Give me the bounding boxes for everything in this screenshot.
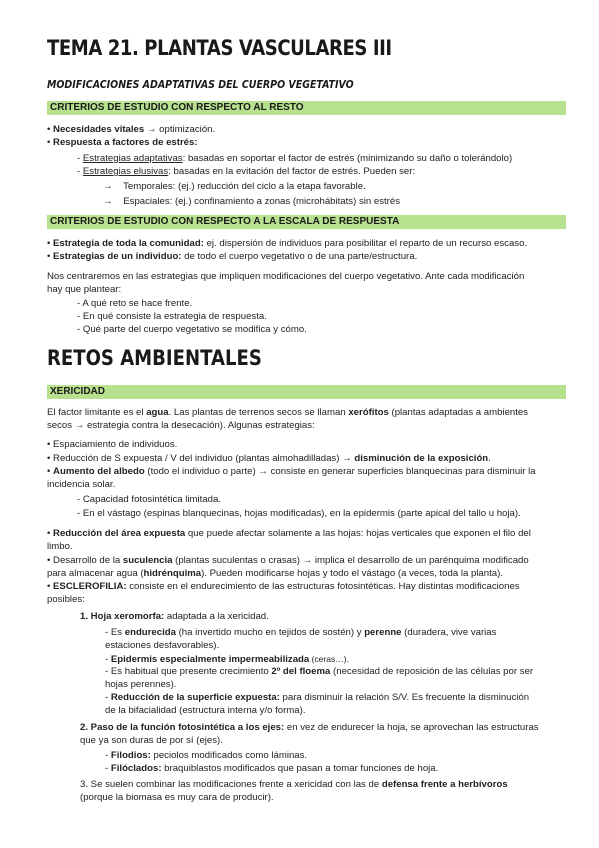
xer-num-3-cont: (porque la biomasa es muy cara de producir). bbox=[80, 792, 274, 803]
section-heading-escala: CRITERIOS DE ESTUDIO CON RESPECTO A LA ESCALA DE RESPUESTA bbox=[47, 215, 566, 229]
xer-num1-dash-3: - Es habitual que presente crecimiento 2º del floema (necesidad de reposición de las células por ser bbox=[105, 666, 534, 677]
arrow-espaciales: → Espaciales: (ej.) confinamiento a zonas (microhábitats) sin estrés bbox=[103, 196, 401, 207]
xer-paragraph-1: El factor limitante es el agua. Las plantas de terrenos secos se llaman xerófitos (plantas adaptadas a ambientes bbox=[47, 407, 529, 418]
xer-bullet-espaciamiento: • Espaciamiento de individuos. bbox=[47, 439, 178, 450]
bullet-individuo: • Estrategias de un individuo: de todo el cuerpo vegetativo o de una parte/estructura. bbox=[47, 251, 418, 262]
paragraph-plantear: hay que plantear: bbox=[47, 284, 122, 295]
xer-dash-capacidad: - Capacidad fotosintética limitada. bbox=[77, 494, 221, 505]
section-heading-resto: CRITERIOS DE ESTUDIO CON RESPECTO AL RESTO bbox=[47, 101, 566, 115]
xer-dash-vastago: - En el vástago (espinas blanquecinas, hojas modificadas), en la epidermis (parte apical del tallo u hoja). bbox=[77, 508, 521, 519]
dash-parte: - Qué parte del cuerpo vegetativo se modifica y cómo. bbox=[77, 324, 307, 335]
xer-num-3: 3. Se suelen combinar las modificaciones frente a xericidad con las de defensa frente a herbívoros bbox=[80, 779, 508, 790]
xer-bullet-suculencia: • Desarrollo de la suculencia (plantas suculentas o crasas) → implica el desarrollo de un parénquima modificado bbox=[47, 555, 529, 566]
xer-bullet-area-cont: limbo. bbox=[47, 541, 73, 552]
xer-bullet-albedo: • Aumento del albedo (todo el individuo o parte) → consiste en generar superficies blanquecinas para disminuir la bbox=[47, 466, 536, 477]
xer-bullet-suculencia-cont: para almacenar agua (hidrénquima). Pueden modificarse hojas y todo el vástago (a veces, toda la planta). bbox=[47, 568, 503, 579]
section-heading-xericidad: XERICIDAD bbox=[47, 385, 566, 399]
xer-num-1: 1. Hoja xeromorfa: adaptada a la xericidad. bbox=[80, 611, 269, 622]
xer-num1-dash-1-cont: estaciones desfavorables). bbox=[105, 640, 220, 651]
dash-elusivas: - Estrategias elusivas: basadas en la evitación del factor de estrés. Pueden ser: bbox=[77, 166, 416, 177]
xer-num1-dash-3-cont: hojas perennes). bbox=[105, 679, 177, 690]
page-subtitle: MODIFICACIONES ADAPTATIVAS DEL CUERPO VEGETATIVO bbox=[47, 79, 354, 91]
xer-paragraph-2: secos → estrategia contra la desecación). Algunas estrategias: bbox=[47, 420, 315, 431]
xer-bullet-area: • Reducción del área expuesta que puede afectar solamente a las hojas: hojas verticales que exponen el filo del bbox=[47, 528, 531, 539]
xer-num1-dash-2: - Epidermis especialmente impermeabilizada (ceras…). bbox=[105, 654, 349, 665]
paragraph-centraremos: Nos centraremos en las estrategias que impliquen modificaciones del cuerpo vegetativo. Ante cada modificación bbox=[47, 271, 525, 282]
xer-num2-dash-filoclados: - Filóclados: braquiblastos modificados que pasan a tomar funciones de hoja. bbox=[105, 763, 439, 774]
arrow-temporales: → Temporales: (ej.) reducción del ciclo a la etapa favorable. bbox=[103, 181, 366, 192]
retos-title: RETOS AMBIENTALES bbox=[47, 346, 262, 370]
bullet-comunidad: • Estrategia de toda la comunidad: ej. dispersión de individuos para posibilitar el reparto de un recurso escaso. bbox=[47, 238, 528, 249]
bullet-necesidades: • Necesidades vitales → optimización. bbox=[47, 124, 216, 135]
xer-bullet-esclerofilia-cont: posibles: bbox=[47, 594, 85, 605]
dash-adaptativas: - Estrategias adaptativas: basadas en soportar el factor de estrés (minimizando su daño o tolerándolo) bbox=[77, 153, 513, 164]
dash-estrategia: - En qué consiste la estrategia de respuesta. bbox=[77, 311, 267, 322]
dash-reto: - A qué reto se hace frente. bbox=[77, 298, 193, 309]
bullet-respuesta: • Respuesta a factores de estrés: bbox=[47, 137, 198, 148]
xer-bullet-reduccion: • Reducción de S expuesta / V del individuo (plantas almohadilladas) → disminución de la exposición. bbox=[47, 453, 491, 464]
xer-num1-dash-4-cont: de la bifacialidad (estructura interna y/o forma). bbox=[105, 705, 306, 716]
xer-num2-dash-filodios: - Filodios: peciolos modificados como láminas. bbox=[105, 750, 308, 761]
xer-num-2: 2. Paso de la función fotosintética a los ejes: en vez de endurecer la hoja, se aprovechan las estructuras bbox=[80, 722, 539, 733]
xer-bullet-esclerofilia: • ESCLEROFILIA: consiste en el endurecimiento de las estructuras fotosintéticas. Hay distintas modificaciones bbox=[47, 581, 520, 592]
xer-bullet-albedo-cont: incidencia solar. bbox=[47, 479, 116, 490]
xer-num1-dash-1: - Es endurecida (ha invertido mucho en tejidos de sostén) y perenne (duradera, vive varias bbox=[105, 627, 497, 638]
xer-num-2-cont: que ya son duras de por sí (ejes). bbox=[80, 735, 223, 746]
page-title: TEMA 21. PLANTAS VASCULARES III bbox=[47, 36, 392, 60]
xer-num1-dash-4: - Reducción de la superficie expuesta: para disminuir la relación S/V. Es frecuente la disminución bbox=[105, 692, 530, 703]
